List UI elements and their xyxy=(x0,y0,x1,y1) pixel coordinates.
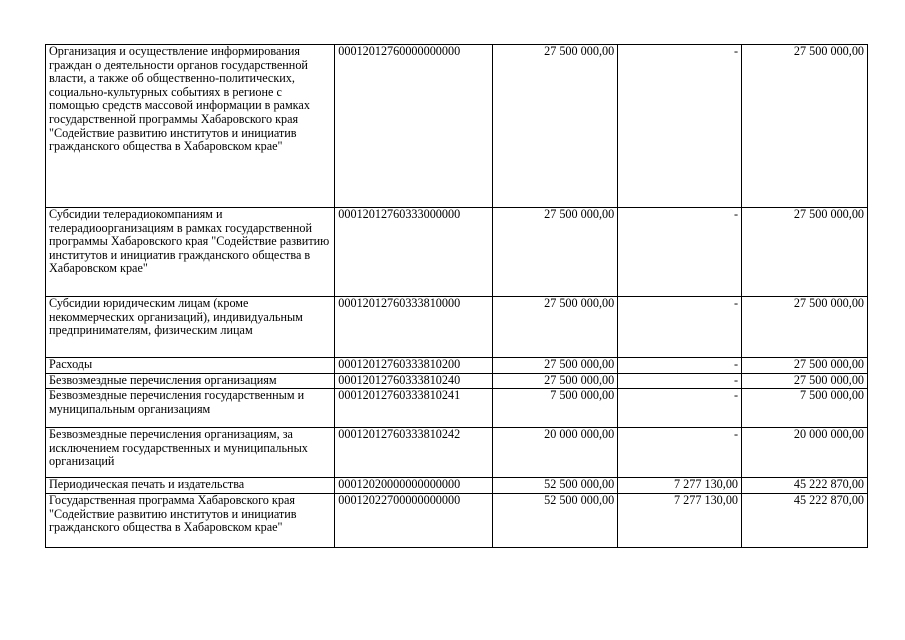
row-remaining: 45 222 870,00 xyxy=(742,478,868,494)
row-remaining: 27 500 000,00 xyxy=(742,358,868,374)
row-name: Организация и осуществление информирования граждан о деятельности органов государственной власти, а также об общественно-политических, социально-культурных событиях в регионе с помощью средств массовой информации в рамках государственной программы Хабаровского края "Содействие развитию институтов и инициатив гражданского общества в Хабаровском крае" xyxy=(46,45,335,208)
row-remaining: 27 500 000,00 xyxy=(742,297,868,358)
row-name: Субсидии юридическим лицам (кроме некоммерческих организаций), индивидуальным предпринимателям, физическим лицам xyxy=(46,297,335,358)
row-executed: - xyxy=(618,297,742,358)
row-remaining: 27 500 000,00 xyxy=(742,208,868,297)
table-row xyxy=(46,494,868,548)
table-row xyxy=(46,208,868,297)
row-name: Безвозмездные перечисления государственным и муниципальным организациям xyxy=(46,389,335,428)
row-name: Периодическая печать и издательства xyxy=(46,478,335,494)
row-executed: - xyxy=(618,208,742,297)
row-executed: - xyxy=(618,428,742,478)
row-approved: 20 000 000,00 xyxy=(493,428,618,478)
row-executed: - xyxy=(618,45,742,208)
row-approved: 52 500 000,00 xyxy=(493,478,618,494)
row-code: 00012012760333810242 xyxy=(335,428,493,478)
row-approved: 7 500 000,00 xyxy=(493,389,618,428)
row-code: 00012022700000000000 xyxy=(335,494,493,548)
row-approved: 27 500 000,00 xyxy=(493,208,618,297)
row-name: Расходы xyxy=(46,358,335,374)
row-code: 00012012760333810200 xyxy=(335,358,493,374)
row-approved: 27 500 000,00 xyxy=(493,358,618,374)
row-approved: 27 500 000,00 xyxy=(493,374,618,389)
row-remaining: 27 500 000,00 xyxy=(742,374,868,389)
table-row xyxy=(46,389,868,428)
row-executed: - xyxy=(618,389,742,428)
row-executed: - xyxy=(618,358,742,374)
row-name: Субсидии телерадиокомпаниям и телерадиоорганизациям в рамках государственной программы Хабаровского края "Содействие развитию институтов и инициатив гражданского общества в Хабаровском крае" xyxy=(46,208,335,297)
row-remaining: 7 500 000,00 xyxy=(742,389,868,428)
row-remaining: 27 500 000,00 xyxy=(742,45,868,208)
table-row xyxy=(46,374,868,389)
budget-execution-table xyxy=(45,44,868,548)
row-executed: - xyxy=(618,374,742,389)
row-code: 00012020000000000000 xyxy=(335,478,493,494)
table-row xyxy=(46,45,868,208)
table-row xyxy=(46,358,868,374)
row-name: Государственная программа Хабаровского края "Содействие развитию институтов и инициатив гражданского общества в Хабаровском крае" xyxy=(46,494,335,548)
row-approved: 27 500 000,00 xyxy=(493,297,618,358)
table-row xyxy=(46,478,868,494)
table-row xyxy=(46,297,868,358)
row-name: Безвозмездные перечисления организациям xyxy=(46,374,335,389)
row-executed: 7 277 130,00 xyxy=(618,478,742,494)
row-executed: 7 277 130,00 xyxy=(618,494,742,548)
row-approved: 52 500 000,00 xyxy=(493,494,618,548)
row-code: 00012012760333000000 xyxy=(335,208,493,297)
row-remaining: 20 000 000,00 xyxy=(742,428,868,478)
row-name: Безвозмездные перечисления организациям, за исключением государственных и муниципальных организаций xyxy=(46,428,335,478)
row-code: 00012012760333810000 xyxy=(335,297,493,358)
row-code: 00012012760000000000 xyxy=(335,45,493,208)
row-code: 00012012760333810241 xyxy=(335,389,493,428)
row-approved: 27 500 000,00 xyxy=(493,45,618,208)
row-remaining: 45 222 870,00 xyxy=(742,494,868,548)
table-row xyxy=(46,428,868,478)
row-code: 00012012760333810240 xyxy=(335,374,493,389)
